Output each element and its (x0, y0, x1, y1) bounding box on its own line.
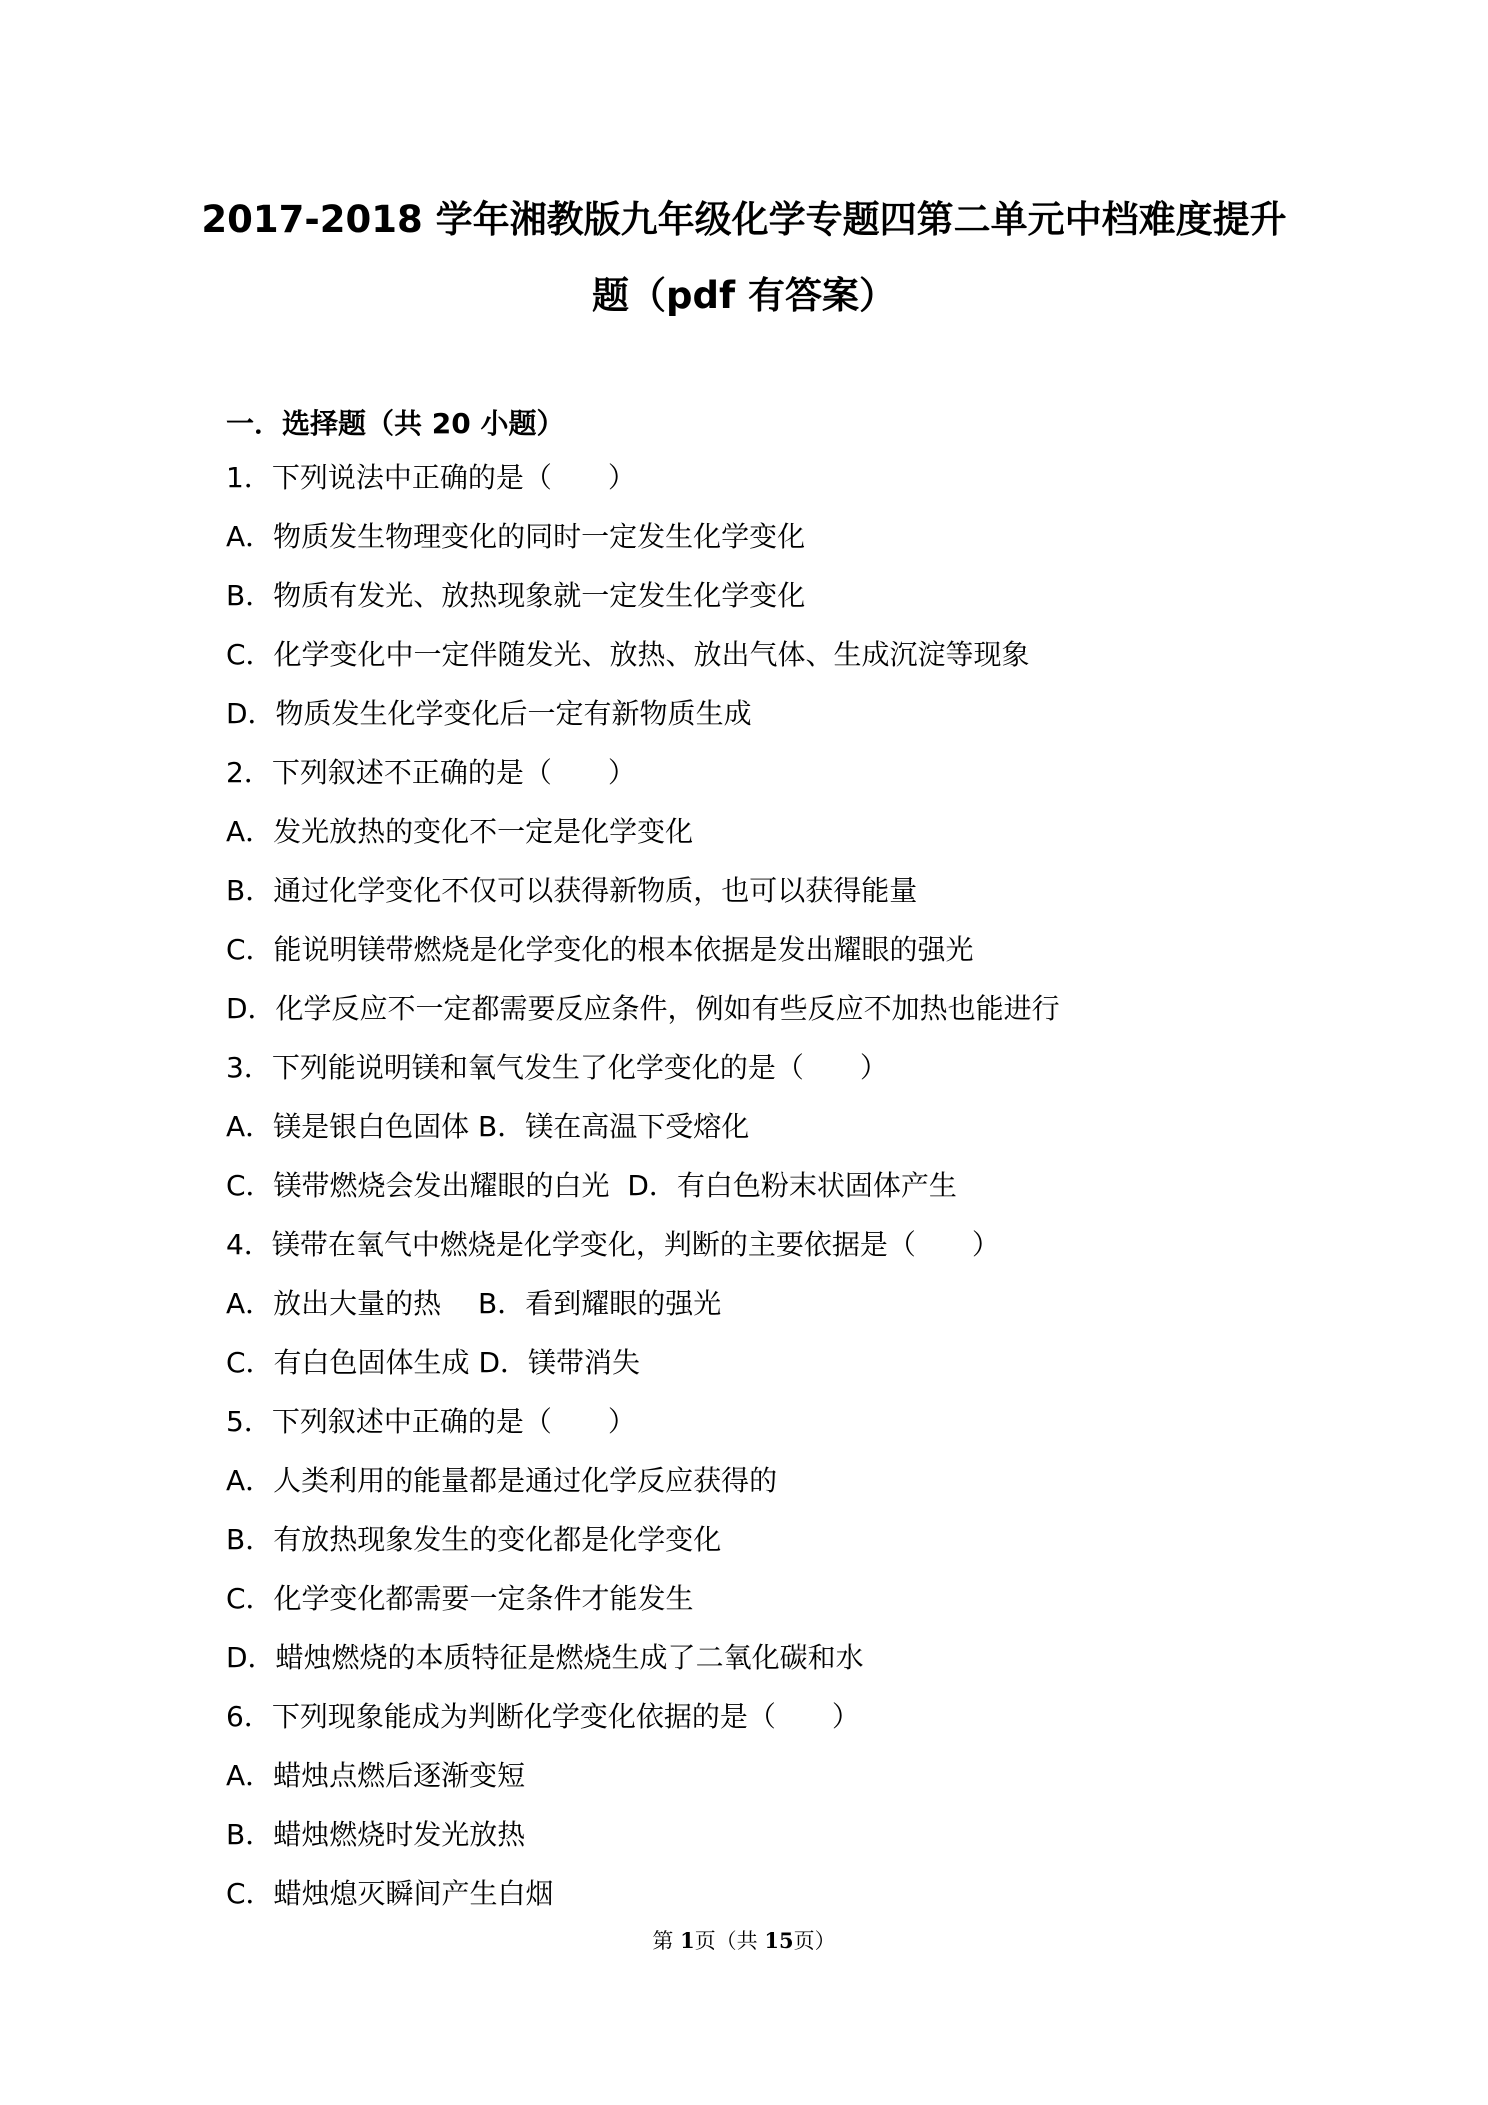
footer-page-number: 1 (680, 1928, 695, 1953)
question-line: 2．下列叙述不正确的是（ ） (226, 756, 636, 789)
footer-middle: 页（共 (694, 1929, 765, 1953)
option-line: C．镁带燃烧会发出耀眼的白光 D．有白色粉末状固体产生 (226, 1169, 957, 1202)
option-line: D．蜡烛燃烧的本质特征是燃烧生成了二氧化碳和水 (226, 1641, 864, 1674)
option-line: C．化学变化都需要一定条件才能发生 (226, 1582, 694, 1615)
document-title-line1: 2017-2018 学年湘教版九年级化学专题四第二单元中档难度提升 (201, 198, 1287, 241)
option-line: D．化学反应不一定都需要反应条件，例如有些反应不加热也能进行 (226, 992, 1060, 1025)
option-line: C．化学变化中一定伴随发光、放热、放出气体、生成沉淀等现象 (226, 638, 1030, 671)
option-line: A．物质发生物理变化的同时一定发生化学变化 (226, 520, 806, 553)
option-line: A．发光放热的变化不一定是化学变化 (226, 815, 694, 848)
question-line: 4．镁带在氧气中燃烧是化学变化，判断的主要依据是（ ） (226, 1228, 1000, 1261)
question-line: 1．下列说法中正确的是（ ） (226, 461, 636, 494)
section-heading: 一．选择题（共 20 小题） (226, 407, 565, 440)
option-line: B．蜡烛燃烧时发光放热 (226, 1818, 526, 1851)
option-line: D．物质发生化学变化后一定有新物质生成 (226, 697, 752, 730)
option-line: A．镁是银白色固体 B．镁在高温下受熔化 (226, 1110, 750, 1143)
footer-total-pages: 15 (764, 1928, 794, 1953)
question-line: 5．下列叙述中正确的是（ ） (226, 1405, 636, 1438)
option-line: B．有放热现象发生的变化都是化学变化 (226, 1523, 722, 1556)
document-title-line2: 题（pdf 有答案） (592, 274, 896, 317)
option-line: A．放出大量的热 B．看到耀眼的强光 (226, 1287, 722, 1320)
question-line: 3．下列能说明镁和氧气发生了化学变化的是（ ） (226, 1051, 888, 1084)
option-line: C．有白色固体生成 D．镁带消失 (226, 1346, 641, 1379)
option-line: B．物质有发光、放热现象就一定发生化学变化 (226, 579, 806, 612)
footer-prefix: 第 (652, 1929, 681, 1953)
option-line: C．蜡烛熄灭瞬间产生白烟 (226, 1877, 554, 1910)
option-line: A．蜡烛点燃后逐渐变短 (226, 1759, 526, 1792)
footer-suffix: 页） (793, 1929, 836, 1953)
option-line: C．能说明镁带燃烧是化学变化的根本依据是发出耀眼的强光 (226, 933, 974, 966)
option-line: A．人类利用的能量都是通过化学反应获得的 (226, 1464, 778, 1497)
page-footer (0, 1926, 1488, 1956)
option-line: B．通过化学变化不仅可以获得新物质，也可以获得能量 (226, 874, 918, 907)
question-line: 6．下列现象能成为判断化学变化依据的是（ ） (226, 1700, 860, 1733)
